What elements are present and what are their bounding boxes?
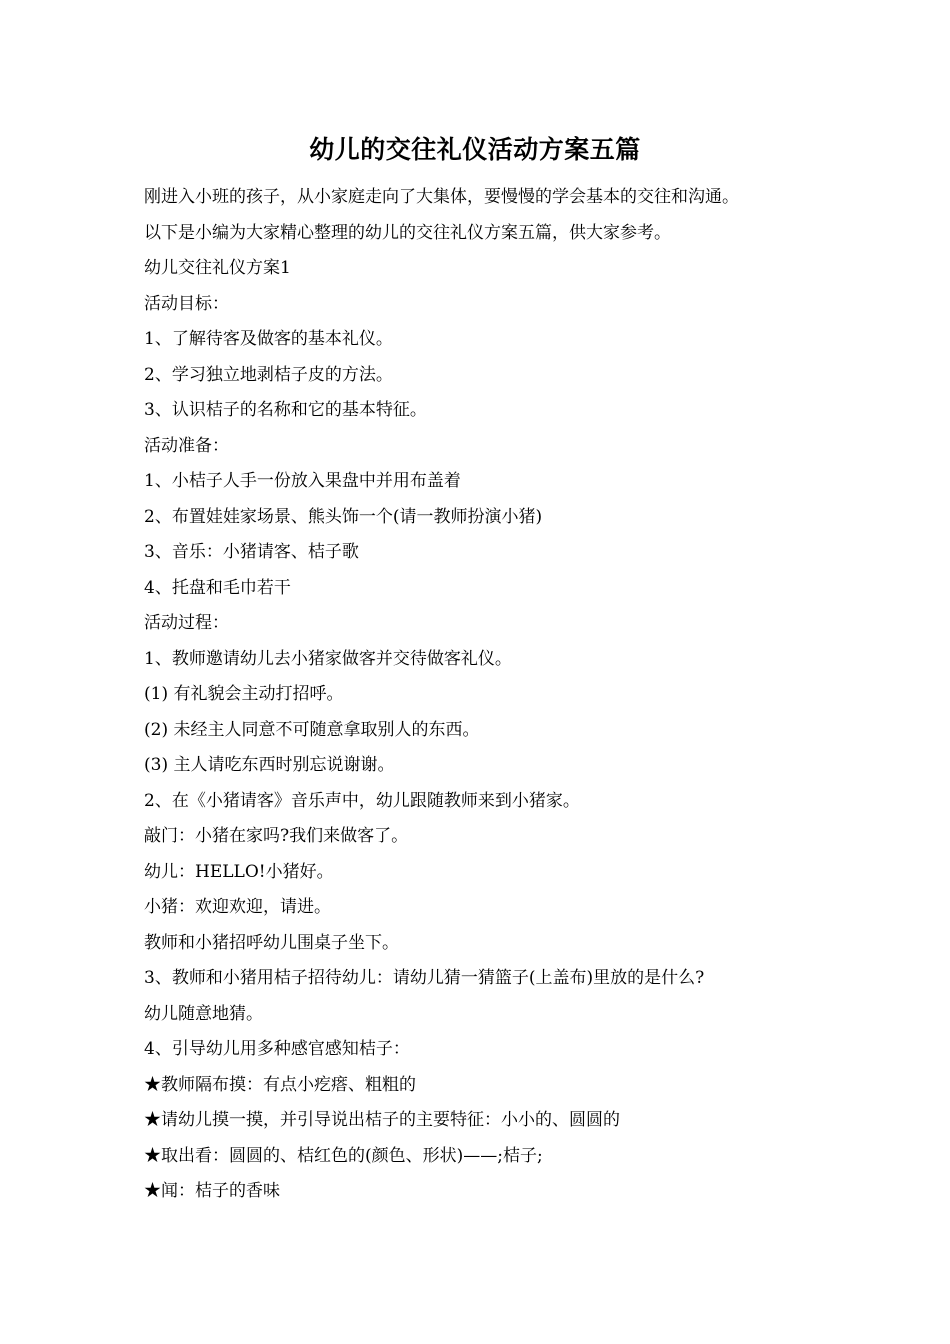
subheading-goals: 活动目标： xyxy=(144,293,229,314)
list-item: 3、认识桔子的名称和它的基本特征。 xyxy=(144,400,427,420)
list-item: 3、教师和小猪用桔子招待幼儿：请幼儿猜一猜篮子(上盖布)里放的是什么? xyxy=(144,968,705,988)
list-item: 1、了解待客及做客的基本礼仪。 xyxy=(144,329,393,349)
bullet-item: ★教师隔布摸：有点小疙瘩、粗粗的 xyxy=(144,1074,416,1095)
paragraph: 教师和小猪招呼幼儿围桌子坐下。 xyxy=(144,932,399,953)
list-item: 3、音乐：小猪请客、桔子歌 xyxy=(144,542,359,562)
dialogue-line: 幼儿：HELLO!小猪好。 xyxy=(144,861,334,882)
list-item: 2、在《小猪请客》音乐声中，幼儿跟随教师来到小猪家。 xyxy=(144,790,580,811)
paragraph-intro-1: 刚进入小班的孩子，从小家庭走向了大集体，要慢慢的学会基本的交往和沟通。 xyxy=(144,187,739,207)
list-item: (1) 有礼貌会主动打招呼。 xyxy=(144,684,344,704)
paragraph: 幼儿随意地猜。 xyxy=(144,1003,263,1024)
list-item: 4、托盘和毛巾若干 xyxy=(144,577,291,598)
subheading-preparation: 活动准备： xyxy=(144,435,229,456)
list-item: 1、小桔子人手一份放入果盘中并用布盖着 xyxy=(144,471,461,491)
document-body xyxy=(144,180,824,1210)
list-item: 1、教师邀请幼儿去小猪家做客并交待做客礼仪。 xyxy=(144,648,512,669)
list-item: 2、布置娃娃家场景、熊头饰一个(请一教师扮演小猪) xyxy=(144,506,543,527)
dialogue-line: 小猪：欢迎欢迎，请进。 xyxy=(144,897,331,917)
subheading-process: 活动过程： xyxy=(144,613,229,633)
bullet-item: ★请幼儿摸一摸，并引导说出桔子的主要特征：小小的、圆圆的 xyxy=(144,1110,620,1130)
bullet-item: ★闻：桔子的香味 xyxy=(144,1181,280,1201)
list-item: (3) 主人请吃东西时别忘说谢谢。 xyxy=(144,755,395,775)
bullet-item: ★取出看：圆圆的、桔红色的(颜色、形状)——;桔子; xyxy=(144,1145,543,1166)
list-item: 4、引导幼儿用多种感官感知桔子： xyxy=(144,1039,410,1059)
document-title: 幼儿的交往礼仪活动方案五篇 xyxy=(309,135,641,164)
section-heading: 幼儿交往礼仪方案1 xyxy=(144,258,291,278)
list-item: (2) 未经主人同意不可随意拿取别人的东西。 xyxy=(144,719,480,740)
paragraph-intro-2: 以下是小编为大家精心整理的幼儿的交往礼仪方案五篇，供大家参考。 xyxy=(144,222,671,243)
list-item: 2、学习独立地剥桔子皮的方法。 xyxy=(144,364,393,385)
dialogue-line: 敲门：小猪在家吗?我们来做客了。 xyxy=(144,826,409,846)
